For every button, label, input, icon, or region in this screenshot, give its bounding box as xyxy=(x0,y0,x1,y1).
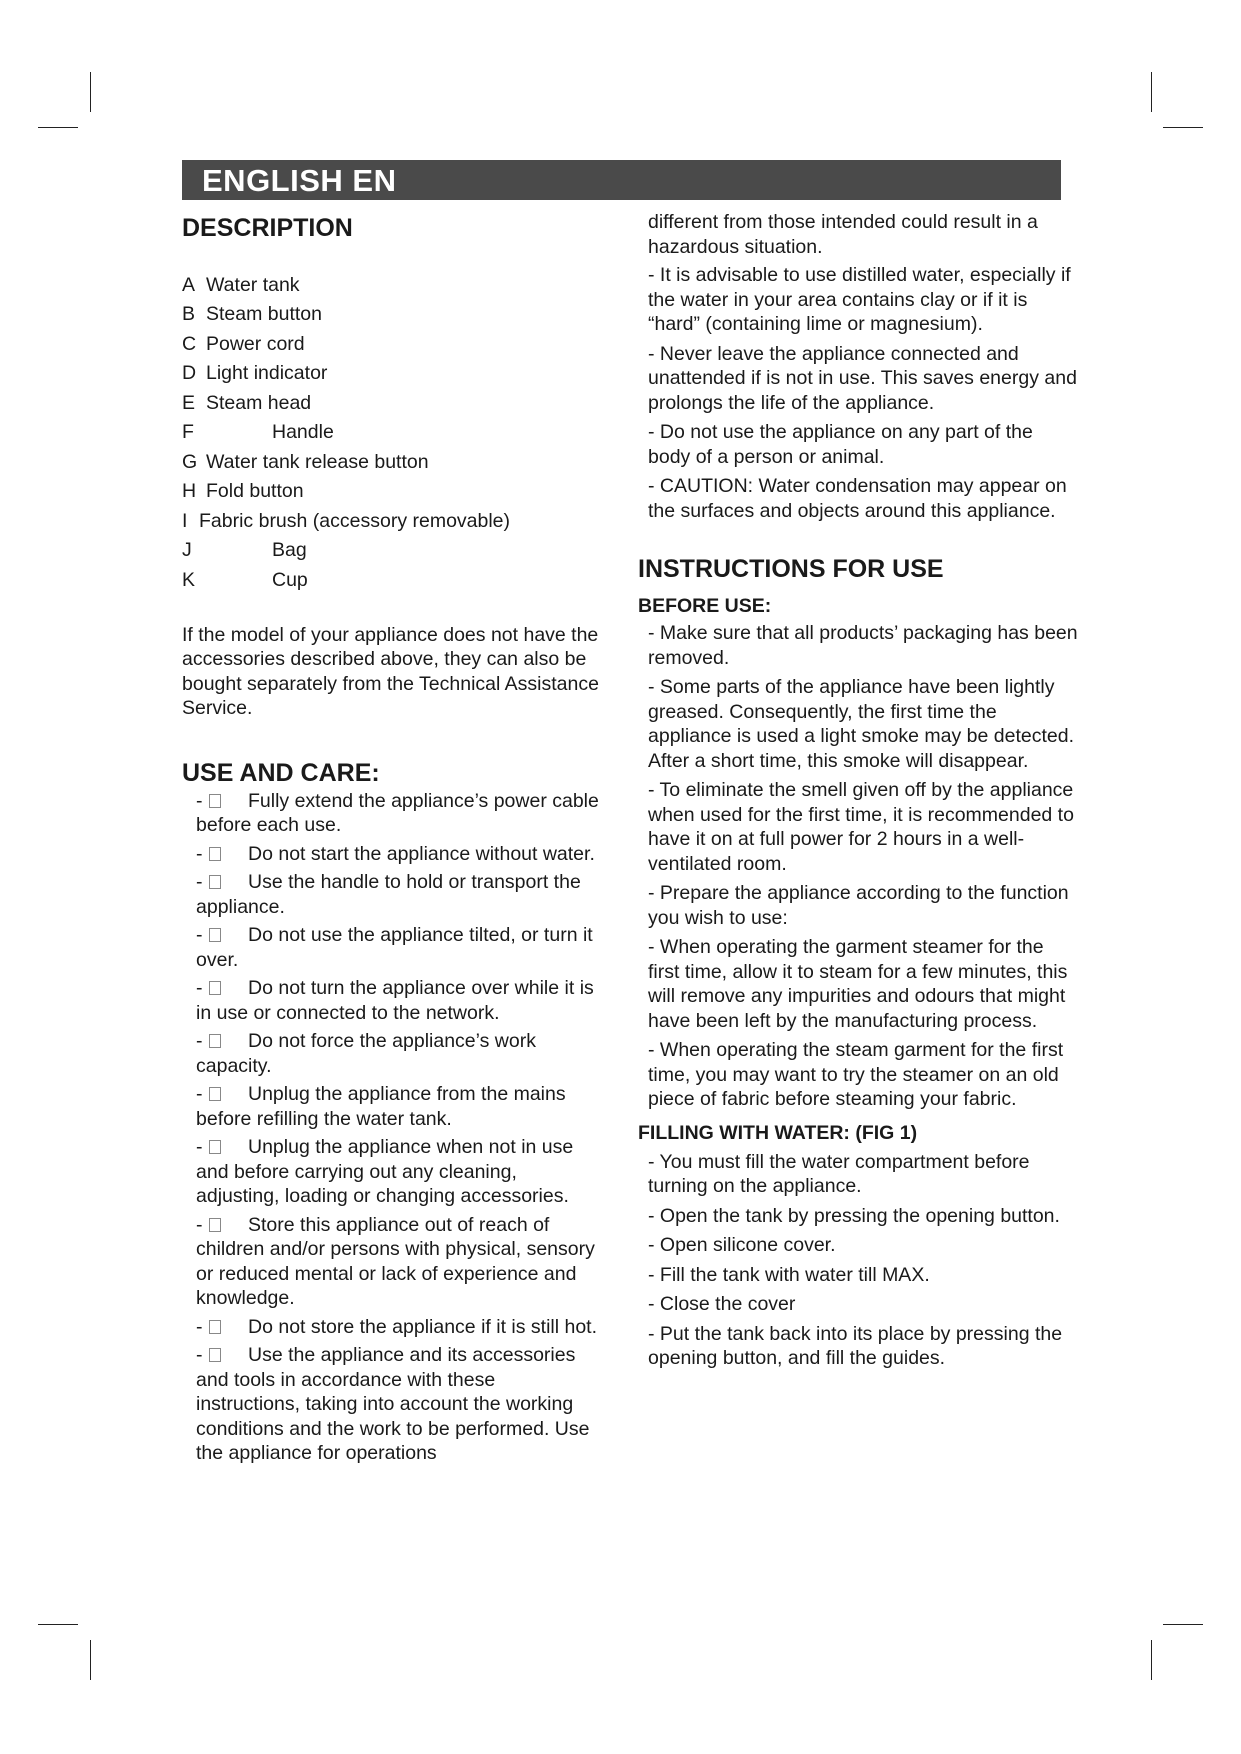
list-item: - Open the tank by pressing the opening button. xyxy=(648,1204,1060,1227)
list-item: - Do not use the appliance tilted, or turn it over. xyxy=(196,924,593,971)
before-use-heading: BEFORE USE: xyxy=(638,595,772,617)
list-item: - Fill the tank with water till MAX. xyxy=(648,1263,930,1286)
left-column xyxy=(182,210,602,1470)
list-item: - You must fill the water compartment before turning on the appliance. xyxy=(648,1150,1030,1197)
instructions-heading: INSTRUCTIONS FOR USE xyxy=(638,555,944,583)
crop-mark xyxy=(90,72,91,112)
list-item: B Steam button xyxy=(182,303,322,325)
list-item: - Do not store the appliance if it is still hot. xyxy=(196,1315,598,1338)
list-item: - Unplug the appliance when not in use and before carrying out any cleaning, adjusting, loading or changing accessories. xyxy=(196,1136,574,1207)
filling-heading: FILLING WITH WATER: (FIG 1) xyxy=(638,1121,918,1144)
list-item: - To eliminate the smell given off by the appliance when used for the first time, it is recommended to have it on at full power for 2 hours in a well-ventilated room. xyxy=(648,779,1074,875)
filling-list xyxy=(638,1150,1078,1371)
crop-mark xyxy=(38,127,78,128)
description-heading: DESCRIPTION xyxy=(182,214,353,242)
language-title: ENGLISH EN xyxy=(202,163,397,198)
list-item: I Fabric brush (accessory removable) xyxy=(182,509,511,532)
list-item: G Water tank release button xyxy=(182,450,429,473)
list-item: J Bag xyxy=(182,539,307,561)
list-item: - Prepare the appliance according to the function you wish to use: xyxy=(648,882,1069,929)
list-item: K Cup xyxy=(182,568,308,591)
crop-mark xyxy=(1151,72,1152,112)
list-item: - Open silicone cover. xyxy=(648,1234,836,1256)
list-item: - Unplug the appliance from the mains before refilling the water tank. xyxy=(196,1083,566,1130)
list-item: - Put the tank back into its place by pressing the opening button, and fill the guides. xyxy=(648,1322,1063,1369)
list-item: - Store this appliance out of reach of children and/or persons with physical, sensory or reduced mental or lack of experience and knowledge. xyxy=(196,1213,595,1309)
crop-mark xyxy=(38,1624,78,1625)
list-item: - Use the handle to hold or transport the appliance. xyxy=(196,871,581,918)
list-item: C Power cord xyxy=(182,332,305,355)
right-column xyxy=(638,210,1078,1376)
list-item: - CAUTION: Water condensation may appear on the surfaces and objects around this appliance. xyxy=(648,475,1067,522)
accessories-note: If the model of your appliance does not have the accessories described above, they can also be bought separately from the Technical Assistance Service. xyxy=(182,623,599,719)
list-item: - Some parts of the appliance have been lightly greased. Consequently, the first time the appliance is used a light smoke may be detected. After a short time, this smoke will disappear. xyxy=(648,676,1075,772)
continued-text: different from those intended could result in a hazardous situation. xyxy=(648,211,1038,258)
crop-mark xyxy=(90,1640,91,1680)
list-item: D Light indicator xyxy=(182,362,328,384)
list-item: F Handle xyxy=(182,421,334,443)
list-item: - Do not use the appliance on any part of the body of a person or animal. xyxy=(648,421,1033,468)
crop-mark xyxy=(1163,127,1203,128)
crop-mark xyxy=(1151,1640,1152,1680)
list-item: - It is advisable to use distilled water, especially if the water in your area contains clay or if it is “hard” (containing lime or magnesium). xyxy=(648,264,1071,335)
list-item: - When operating the garment steamer for the first time, allow it to steam for a few minutes, this will remove any impurities and odours that might have been left by the manufacturing process. xyxy=(648,936,1068,1032)
crop-mark xyxy=(1163,1624,1203,1625)
language-header-bar xyxy=(182,160,1061,200)
continued-list xyxy=(638,263,1078,523)
list-item: - Use the appliance and its accessories and tools in accordance with these instructions, taking into account the working conditions and the work to be performed. Use the appliance for operations xyxy=(196,1344,590,1464)
use-and-care-list xyxy=(182,789,602,1466)
list-item: - Do not force the appliance’s work capacity. xyxy=(196,1030,536,1077)
list-item: - Fully extend the appliance’s power cable before each use. xyxy=(196,789,599,836)
list-item: E Steam head xyxy=(182,391,312,414)
list-item: - Never leave the appliance connected and unattended if is not in use. This saves energy and prolongs the life of the appliance. xyxy=(648,342,1077,414)
list-item: - Close the cover xyxy=(648,1293,796,1315)
parts-list xyxy=(182,270,602,595)
list-item: - Do not start the appliance without water. xyxy=(196,842,595,865)
use-and-care-heading: USE AND CARE: xyxy=(182,758,380,787)
list-item: H Fold button xyxy=(182,480,304,502)
before-use-list xyxy=(638,621,1078,1112)
list-item: - Make sure that all products’ packaging has been removed. xyxy=(648,622,1078,669)
list-item: - When operating the steam garment for the first time, you may want to try the steamer on an old piece of fabric before steaming your fabric. xyxy=(648,1039,1064,1110)
list-item: A Water tank xyxy=(182,273,300,296)
list-item: - Do not turn the appliance over while it is in use or connected to the network. xyxy=(196,977,594,1024)
